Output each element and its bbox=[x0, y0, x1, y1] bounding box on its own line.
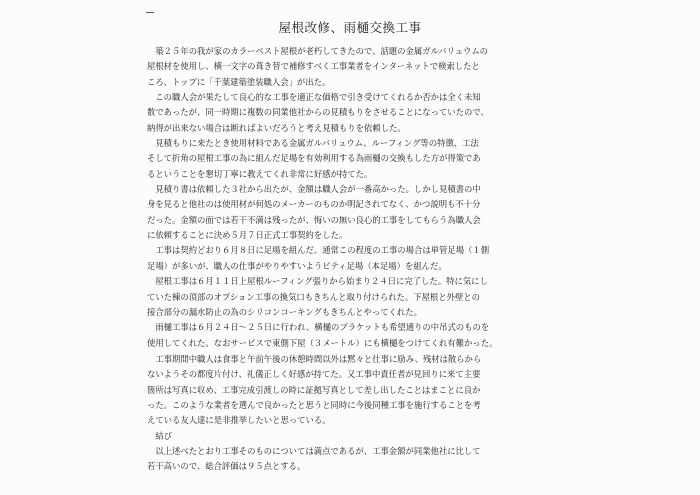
text-line: 納得が出来ない場合は断ればよいだろうと考え見積もりを依頼した。 bbox=[147, 122, 406, 133]
text-line: 工事期間中職人は食事と午前午後の休憩時間以外は黙々と仕事に励み、残材は散らから bbox=[147, 353, 482, 364]
text-line: ていた棟の頂部のオプション工事の換気口もきちんと取り付けられた。下屋根と外壁との bbox=[147, 291, 480, 302]
text-line: ないようその都度片付け、礼儀正しく好感が持てた。又工事中責任者が見回りに来て主要 bbox=[147, 369, 481, 380]
text-line: 身を見ると他社のは使用材が何処のメーカーのものか明記されてなく、かつ説明も不十分 bbox=[147, 199, 481, 210]
text-line: 雨樋工事は６月２４日～２５日に行われ、横樋のブラケットも希望通りの中吊式のものを bbox=[147, 322, 490, 333]
text-line: るということを懇切丁寧に教えてくれ非常に好感が持てた。 bbox=[147, 168, 373, 179]
text-line: 足場）が多いが、職人の仕事がやりやすいようビティ足場（本足場）を組んだ。 bbox=[147, 260, 447, 271]
text-line: 箇所は写真に収め、工事完成引渡しの時に証拠写真として差し出したことはまことに良か bbox=[147, 384, 481, 395]
text-line: に依頼することに決め５月７日正式工事契約をした。 bbox=[147, 230, 348, 241]
text-line: だった。金額の面では若干不満は残ったが、悔いの無い良心的工事をしてもらう為職人会 bbox=[147, 214, 481, 225]
text-line: 接合部分の漏水防止の為のシリコンコーキングもきちんとやってくれた。 bbox=[147, 306, 422, 317]
text-line: 若干高いので、総合評価は９５点とする。 bbox=[147, 461, 306, 472]
text-line: 使用してくれた。なおサービスで東側下屋（３メートル）にも横樋をつけてくれ有難かった。 bbox=[147, 337, 498, 348]
corner-mark bbox=[146, 12, 154, 17]
text-line: そして折角の屋根工事の為に組んだ足場を有効利用する為雨樋の交換もした方が得策であ bbox=[147, 153, 481, 164]
document-body bbox=[147, 44, 565, 475]
text-line: 数であったが、同一時期に複数の同業他社からの見積もりをさせることになっていたので、 bbox=[147, 107, 489, 118]
text-line: 以上述べたとおり工事そのものについては満点であるが、工事金額が同業他社に比して bbox=[147, 445, 481, 456]
text-line: この職人会が果たして良心的な工事を適正な価格で引き受けてくれるか否かは全く未知 bbox=[147, 92, 481, 103]
text-line: 築２５年の我が家のカラーベスト屋根が老朽してきたので、話題の金属ガルバリュウムの bbox=[147, 46, 489, 56]
text-line: 工事は契約どおり６月８日に足場を組んだ。通常この程度の工事の場合は単管足場（１側 bbox=[147, 245, 490, 256]
text-line: った。このような業者を選んで良かったと思うと同時に今後同種工事を施行することを考 bbox=[147, 399, 481, 410]
text-line: 屋根材を使用し、横一文字の葺き替で補修すべく工事業者をインターネットで検索したと bbox=[147, 61, 480, 72]
text-line: 結び bbox=[147, 430, 173, 441]
text-line: 見積り書は依頼した３社から出たが、金額は職人会が一番高かった。しかし見積書の中 bbox=[147, 184, 481, 195]
text-line: ころ、トップに「千葉建築塗装職人会」が出た。 bbox=[147, 76, 331, 87]
text-line: 屋根工事は６月１１日上屋根ルーフィング張りから始まり２４日に完了した。特に気にし bbox=[147, 276, 488, 287]
document-title: 屋根改修、雨樋交換工事 bbox=[278, 20, 422, 35]
text-line: えている友人達に是非推挙したいと思っている。 bbox=[147, 415, 331, 426]
text-line: 見積もりに来たとき使用材料である金属ガルバリュウム、ルーフィング等の特徴、工法 bbox=[147, 138, 479, 149]
